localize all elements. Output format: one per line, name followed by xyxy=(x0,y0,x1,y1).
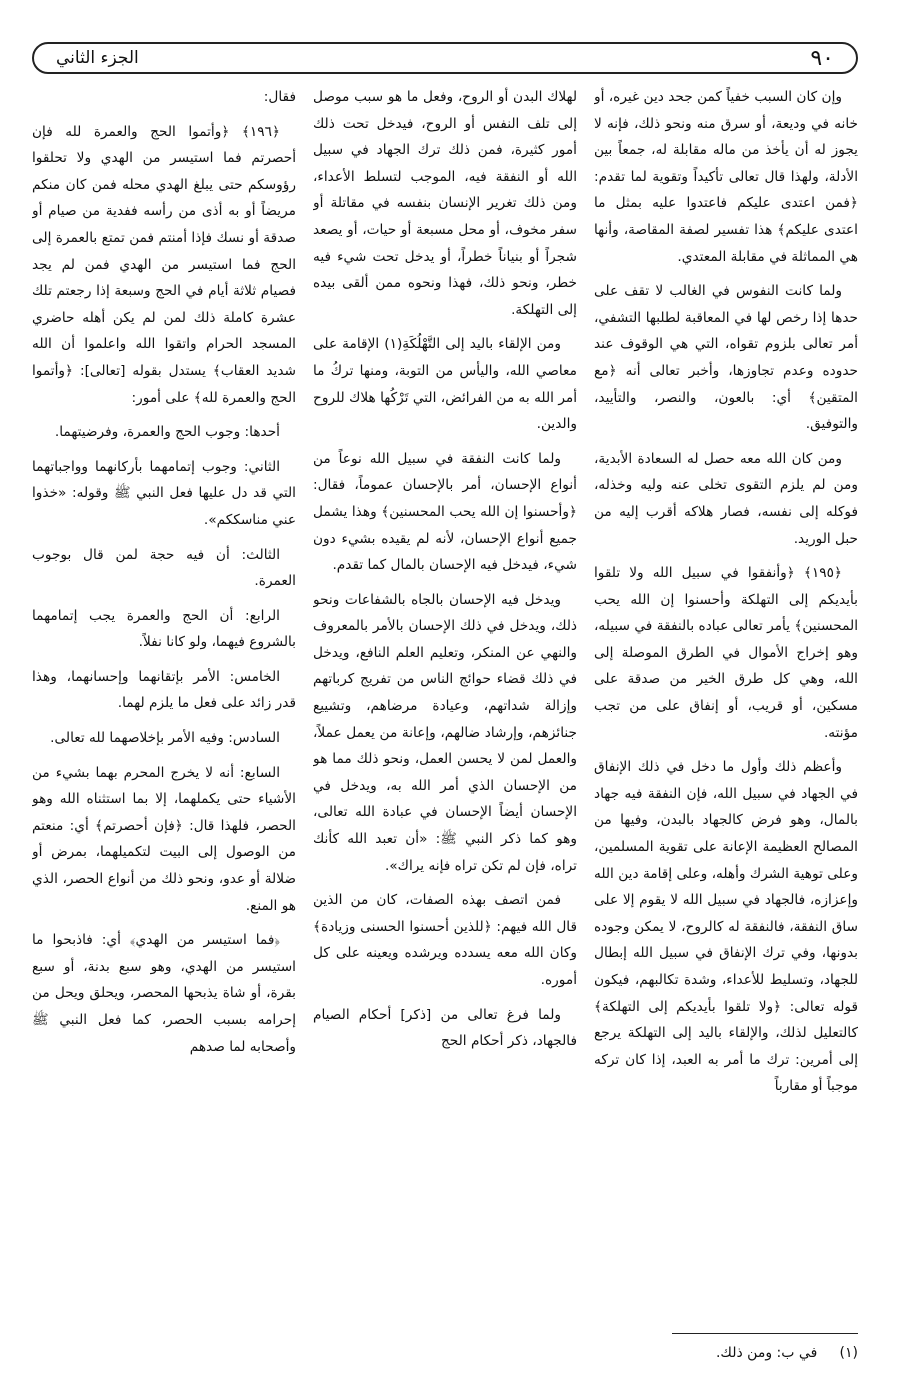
footnote-divider xyxy=(672,1333,858,1334)
footnote xyxy=(258,1345,858,1361)
paragraph: فمن اتصف بهذه الصفات، كان من الذين قال الله فيهم: ﴿للذين أحسنوا الحسنى وزيادة﴾ وكان الله معه يسدده ويرشده ويعينه على كل أموره. xyxy=(313,892,577,988)
paragraph: ولما كانت النفقة في سبيل الله نوعاً من أنواع الإحسان، أمر بالإحسان عموماً، فقال: ﴿وأحسنوا إن الله يحب المحسنين﴾ وهذا يشمل جميع أنواع الإحسان، لأنه لم يقيده بشيء دون شيء، فيدخل فيه الإحسان بالمال كما تقدم. xyxy=(313,450,577,574)
column-left xyxy=(32,84,296,1309)
paragraph: الثاني: وجوب إتمامهما بأركانهما وواجباتهما التي قد دل عليها فعل النبي ﷺ وقوله: «خذوا عني مناسككم». xyxy=(32,458,296,528)
paragraph: ومن الإلقاء باليد إلى التَّهْلُكَةِ(١) الإقامة على معاصي الله، واليأس من التوبة، ومنها تركُ ما أمر الله به من الفرائض، التي تَرْكُها هلاك للروح والدين. xyxy=(313,336,577,433)
paragraph: الرابع: أن الحج والعمرة يجب إتمامهما بالشروع فيهما، ولو كانا نفلاً. xyxy=(32,607,296,651)
paragraph: وإن كان السبب خفياً كمن جحد دين غيره، أو خانه في وديعة، أو سرق منه ونحو ذلك، فإنه لا يجوز له أن يأخذ من ماله مقابلة له، جمعاً بين الأدلة، ولهذا قال تعالى تأكيداً وتقوية لما تقدم: ﴿فمن اعتدى عليكم فاعتدوا عليه بمثل ما اعتدى عليكم﴾ هذا تفسير لصفة المقاصة، وأنها هي المماثلة في مقابلة المعتدي. xyxy=(594,89,858,265)
paragraph: ﴿١٩٥﴾ ﴿وأنفقوا في سبيل الله ولا تلقوا بأيديكم إلى التهلكة وأحسنوا إن الله يحب المحسنين﴾ يأمر تعالى عباده بالنفقة في سبيله، وهو إخراج الأموال في الطرق الموصلة إلى الله، وهي كل طرق الخير من صدقة على مسكين، أو قريب، أو إنفاق على من تجب مؤنته. xyxy=(594,565,858,741)
paragraph: السادس: وفيه الأمر بإخلاصهما لله تعالى. xyxy=(50,730,280,747)
paragraph: الخامس: الأمر بإتقانهما وإحسانهما، وهذا قدر زائد على فعل ما يلزم لهما. xyxy=(32,668,296,712)
paragraph: ﴿فما استيسر من الهدي﴾ أي: فاذبحوا ما استيسر من الهدي، وهو سبع بدنة، أو سبع بقرة، أو شاة يذبحها المحصر، ويحلق ويحل من إحرامه بسبب الحصر، كما فعل النبي ﷺ وأصحابه لما صدهم xyxy=(32,932,296,1055)
paragraph: أحدها: وجوب الحج والعمرة، وفرضيتهما. xyxy=(54,424,280,441)
page-header xyxy=(32,42,858,74)
column-right xyxy=(594,84,858,1309)
paragraph: فقال: xyxy=(263,89,296,105)
part-title: الجزء الثاني xyxy=(56,48,139,68)
footnote-text: في ب: ومن ذلك. xyxy=(715,1345,818,1361)
page-number: ٩٠ xyxy=(810,45,834,71)
paragraph: السابع: أنه لا يخرج المحرم بهما بشيء من الأشياء حتى يكملهما، إلا بما استثناه الله وهو الحصر، فلهذا قال: ﴿فإن أحصرتم﴾ أي: منعتم من الوصول إلى البيت لتكميلهما، بمرض أو ضلالة أو عدو، ونحو ذلك من أنواع الحصر، الذي هو المنع. xyxy=(32,764,296,914)
paragraph: الثالث: أن فيه حجة لمن قال بوجوب العمرة. xyxy=(32,546,296,590)
paragraph: لهلاك البدن أو الروح، وفعل ما هو سبب موصل إلى تلف النفس أو الروح، فيدخل تحت ذلك أمور كثيرة، فمن ذلك ترك الجهاد في سبيل الله أو النفقة فيه، الموجب لتسلط الأعداء، ومن ذلك تغرير الإنسان بنفسه في مقاتلة أو سفر مخوف، أو محل مسبعة أو حيات، أو يصعد شجراً أو بنياناً خطراً، أو يدخل تحت شيء فيه خطر، ونحو ذلك، فهذا ونحوه ممن ألقى بيده إلى التهلكة. xyxy=(313,89,577,318)
paragraph: ويدخل فيه الإحسان بالجاه بالشفاعات ونحو ذلك، ويدخل في ذلك الإحسان بالأمر بالمعروف والنهي عن المنكر، وتعليم العلم النافع، ويدخل في ذلك قضاء حوائج الناس من تفريج كرباتهم وإزالة شداتهم، وعيادة مرضاهم، وتشييع جنائزهم، وإرشاد ضالهم، وإعانة من يعمل عملاً، والعمل لمن لا يحسن العمل، ونحو ذلك مما هو من الإحسان الذي أمر الله به، ويدخل في الإحسان أيضاً الإحسان في عبادة الله تعالى، وهو كما ذكر النبي ﷺ: «أن تعبد الله كأنك تراه، فإن لم تكن تراه فإنه يراك». xyxy=(313,591,577,874)
paragraph: ولما فرغ تعالى من [ذكر] أحكام الصيام فالجهاد، ذكر أحكام الحج xyxy=(313,1006,577,1050)
paragraph: ولما كانت النفوس في الغالب لا تقف على حدها إذا رخص لها في المعاقبة لطلبها التشفي، أمر تعالى بلزوم تقواه، التي هي الوقوف عند حدوده وعدم تجاوزها، وأخبر تعالى أنه ﴿مع المتقين﴾ أي: بالعون، والنصر، والتأييد، والتوفيق. xyxy=(594,283,858,433)
column-middle xyxy=(313,84,577,1309)
paragraph: ومن كان الله معه حصل له السعادة الأبدية، ومن لم يلزم التقوى تخلى عنه وليه وخذله، فوكله إلى نفسه، فصار هلاكه أقرب إليه من حبل الوريد. xyxy=(594,450,858,547)
paragraph: وأعظم ذلك وأول ما دخل في ذلك الإنفاق في الجهاد في سبيل الله، فإن النفقة فيه جهاد بالمال، وهو فرض كالجهاد بالبدن، وفيها من المصالح العظيمة الإعانة على تقوية المسلمين، وعلى توهية الشرك وأهله، وعلى إقامة دين الله وإعزازه، فالجهاد في سبيل الله لا يقوم إلا على ساق النفقة، فالنفقة له كالروح، لا يمكن وجوده بدونها، وفي ترك الإنفاق في سبيل الله إبطال للجهاد، وتسليط للأعداء، وشدة تكالبهم، فيكون قوله تعالى: ﴿ولا تلقوا بأيديكم إلى التهلكة﴾ كالتعليل لذلك، والإلقاء باليد إلى التهلكة يرجع إلى أمرين: ترك ما أمر به العبد، إذا كان تركه موجباً أو مقارباً xyxy=(594,759,858,1095)
text-columns xyxy=(32,84,858,1309)
footnote-marker: (١) xyxy=(839,1345,858,1361)
paragraph: ﴿١٩٦﴾ ﴿وأتموا الحج والعمرة لله فإن أحصرتم فما استيسر من الهدي ولا تحلقوا رؤوسكم حتى يبلغ الهدي محله فمن كان منكم مريضاً أو به أذى من رأسه ففدية من صيام أو صدقة أو نسك فإذا أمنتم فمن تمتع بالعمرة إلى الحج فما استيسر من الهدي فمن لم يجد فصيام ثلاثة أيام في الحج وسبعة إذا رجعتم تلك عشرة كاملة ذلك لمن لم يكن أهله حاضري المسجد الحرام واتقوا الله واعلموا أن الله شديد العقاب﴾ يستدل بقوله [تعالى]: ﴿وأتموا الحج والعمرة لله﴾ على أمور: xyxy=(32,123,296,406)
